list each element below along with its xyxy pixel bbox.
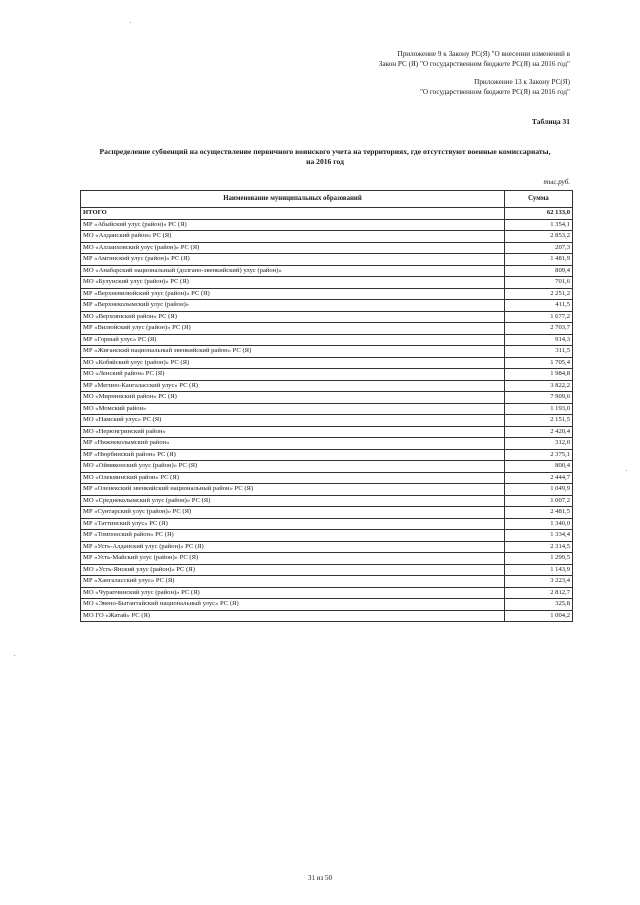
title-line-1: Распределение субвенций на осуществление первичного воинского учета на территориях, где отсутствуют военные комиссариаты, [99, 147, 551, 156]
table-row [81, 541, 573, 553]
municipality-name: МР «Усть-Майский улус (район)» РС (Я) [81, 553, 505, 565]
table-row [81, 576, 573, 588]
municipality-name: МО «Алданский район» РС (Я) [81, 231, 505, 243]
table-row [81, 288, 573, 300]
subsidy-amount: 2 853,2 [505, 231, 573, 243]
table-row [81, 415, 573, 427]
table-row [81, 507, 573, 519]
municipality-name: МО «Олекминский район» РС (Я) [81, 472, 505, 484]
table-row [81, 323, 573, 335]
municipality-name: МО «Усть-Янский улус (район)» РС (Я) [81, 564, 505, 576]
table-row [81, 587, 573, 599]
table-row [81, 438, 573, 450]
table-row [81, 530, 573, 542]
municipality-name: МО «Нерюнгринский район» [81, 426, 505, 438]
subsidy-amount: 1 984,8 [505, 369, 573, 381]
table-row [81, 277, 573, 289]
table-row [81, 553, 573, 565]
municipality-name: МО «Аллаиховский улус (район)» РС (Я) [81, 242, 505, 254]
header-line-1: Приложение 9 к Закону РС(Я) "О внесении изменений в [397, 50, 570, 58]
subsidy-amount: 311,5 [505, 346, 573, 358]
table-row [81, 392, 573, 404]
municipality-name: МО «Чурапчинский улус (район)» РС (Я) [81, 587, 505, 599]
table-row [81, 242, 573, 254]
table-row [81, 357, 573, 369]
municipality-name: МР «Оленекский эвенкийский национальный район» РС (Я) [81, 484, 505, 496]
municipality-name: МР «Горный улус» РС (Я) [81, 334, 505, 346]
table-row [81, 380, 573, 392]
subsidy-amount: 2 151,5 [505, 415, 573, 427]
municipality-name: МР «Жиганский национальный эвенкийский район» РС (Я) [81, 346, 505, 358]
table-row [81, 334, 573, 346]
subsidy-amount: 207,3 [505, 242, 573, 254]
table-row [81, 449, 573, 461]
subsidy-amount: 2 481,5 [505, 507, 573, 519]
header-line-4: "О государственном бюджете РС(Я) на 2016 год" [419, 87, 570, 96]
municipality-name: МР «Абыйский улус (район)» РС (Я) [81, 219, 505, 231]
municipality-name: МО «Оймяконский улус (район)» РС (Я) [81, 461, 505, 473]
subsidy-amount: 800,4 [505, 461, 573, 473]
municipality-name: МР «Хангаласский улус» РС (Я) [81, 576, 505, 588]
table-header-row [81, 191, 573, 208]
table-row [81, 219, 573, 231]
subsidy-amount: 701,6 [505, 277, 573, 289]
table-row [81, 300, 573, 312]
table-row [81, 265, 573, 277]
units-label: тыс.руб. [543, 178, 570, 186]
table-row [81, 599, 573, 611]
municipality-name: МР «Нижнеколымский район» [81, 438, 505, 450]
subsidy-amount: 1 705,4 [505, 357, 573, 369]
table-row [81, 311, 573, 323]
subsidy-amount: 1 004,2 [505, 610, 573, 622]
page-number: 31 из 50 [307, 874, 332, 882]
table-row [81, 610, 573, 622]
table-row [81, 254, 573, 266]
subsidy-amount: 1 007,2 [505, 495, 573, 507]
municipality-name: МР «Верхневилюйский улус (район)» РС (Я) [81, 288, 505, 300]
subsidy-amount: 2 375,1 [505, 449, 573, 461]
municipality-name: МР «Таттинский улус» РС (Я) [81, 518, 505, 530]
subsidy-amount: 2 314,5 [505, 541, 573, 553]
subsidy-amount: 1 049,9 [505, 484, 573, 496]
table-row [81, 426, 573, 438]
municipality-name: МО «Булунский улус (район)» РС (Я) [81, 277, 505, 289]
header-line-2: Закон РС (Я) "О государственном бюджете РС(Я) на 2016 год" [378, 59, 570, 68]
subsidy-amount: 3 223,4 [505, 576, 573, 588]
table-number: Таблица 31 [531, 117, 570, 126]
table-row [81, 461, 573, 473]
scan-speck [626, 470, 627, 471]
subsidy-amount: 1 481,9 [505, 254, 573, 266]
total-value: 62 133,0 [505, 208, 573, 220]
subsidy-amount: 325,8 [505, 599, 573, 611]
column-header-sum: Сумма [505, 191, 573, 208]
table-row [81, 518, 573, 530]
subsidy-amount: 2 420,4 [505, 426, 573, 438]
municipality-name: МО «Мирнинский район» РС (Я) [81, 392, 505, 404]
document-title [78, 147, 572, 167]
column-header-name: Наименование муниципальных образований [81, 191, 505, 208]
subsidy-amount: 1 143,9 [505, 564, 573, 576]
subsidy-amount: 411,5 [505, 300, 573, 312]
title-line-2: на 2016 год [306, 157, 344, 166]
header-line-3: Приложение 13 к Закону РС(Я) [474, 78, 570, 86]
municipality-name: МР «Вилюйский улус (район)» РС (Я) [81, 323, 505, 335]
table-row [81, 564, 573, 576]
table-row [81, 403, 573, 415]
municipality-name: МО «Кобяйский улус (район)» РС (Я) [81, 357, 505, 369]
table-row [81, 231, 573, 243]
municipality-name: МО «Среднеколымский улус (район)» РС (Я) [81, 495, 505, 507]
municipality-name: МР «Усть-Алданский улус (район)» РС (Я) [81, 541, 505, 553]
table-row [81, 369, 573, 381]
subsidy-table [80, 190, 573, 622]
subsidy-amount: 809,4 [505, 265, 573, 277]
subsidy-amount: 2 812,7 [505, 587, 573, 599]
table-row [81, 346, 573, 358]
subsidy-amount: 2 251,2 [505, 288, 573, 300]
scan-speck [14, 655, 15, 656]
subsidy-amount: 1 299,5 [505, 553, 573, 565]
municipality-name: МО «Намский улус» РС (Я) [81, 415, 505, 427]
municipality-name: МО «Ленский район» РС (Я) [81, 369, 505, 381]
subsidy-amount: 1 354,1 [505, 219, 573, 231]
subsidy-amount: 1 677,2 [505, 311, 573, 323]
municipality-name: МР «Сунтарский улус (район)» РС (Я) [81, 507, 505, 519]
subsidy-amount: 1 340,0 [505, 518, 573, 530]
municipality-name: МР «Амгинский улус (район)» РС (Я) [81, 254, 505, 266]
subsidy-amount: 3 822,2 [505, 380, 573, 392]
table-row [81, 495, 573, 507]
table-row [81, 484, 573, 496]
municipality-name: МР «Томпонский район» РС (Я) [81, 530, 505, 542]
subsidy-amount: 7 909,6 [505, 392, 573, 404]
scan-speck [130, 22, 131, 23]
municipality-name: МО ГО «Жатай» РС (Я) [81, 610, 505, 622]
subsidy-amount: 914,3 [505, 334, 573, 346]
subsidy-amount: 1 193,0 [505, 403, 573, 415]
total-label: ИТОГО [81, 208, 505, 220]
subsidy-amount: 312,0 [505, 438, 573, 450]
municipality-name: МО «Момский район» [81, 403, 505, 415]
municipality-name: МР «Нюрбинский район» РС (Я) [81, 449, 505, 461]
appendix-header [270, 50, 570, 97]
subsidy-amount: 2 703,7 [505, 323, 573, 335]
municipality-name: МР «Мегино-Кангаласский улус» РС (Я) [81, 380, 505, 392]
municipality-name: МО «Эвено-Бытантайский национальный улус» РС (Я) [81, 599, 505, 611]
subsidy-amount: 1 334,4 [505, 530, 573, 542]
municipality-name: МО «Анабарский национальный (долгано-эвенкийский) улус (район)» [81, 265, 505, 277]
municipality-name: МО «Верхоянский район» РС (Я) [81, 311, 505, 323]
municipality-name: МР «Верхнеколымский улус (район)» [81, 300, 505, 312]
table-row [81, 472, 573, 484]
subsidy-amount: 2 444,7 [505, 472, 573, 484]
total-row [81, 208, 573, 220]
